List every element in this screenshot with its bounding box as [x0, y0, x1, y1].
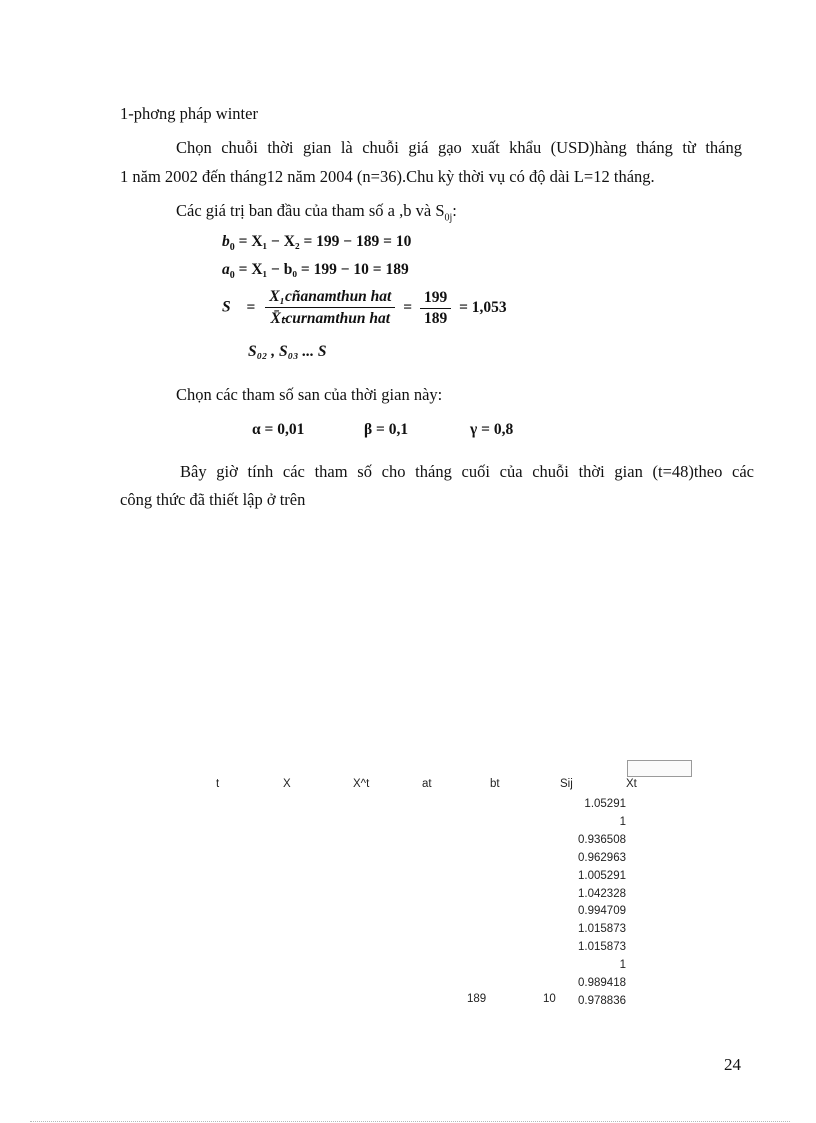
col-header-t: t — [216, 778, 220, 790]
formula-a0: $a_0 = X_1 - b_0 = 199 - 10 = 189$ — [222, 261, 409, 282]
col-header-xt: Xt — [626, 778, 637, 790]
formula-b0: $b_0 = X_1 - X_2 = 199 - 189 = 10$ — [222, 233, 412, 254]
page-number: 24 — [724, 1055, 741, 1074]
section-heading: 1-phơng pháp winter — [120, 104, 258, 123]
table-row: 1.015873 — [578, 941, 626, 954]
fraction-months: $\frac{\text{X₁cñanamthun hat}}{\text{X̄ₜcurnamthun hat}}$ — [265, 288, 395, 328]
table-row: 1.015873 — [578, 923, 626, 936]
table-row: 1.042328 — [578, 887, 626, 900]
initial-values-label: Các giá trị ban đầu của tham số a ,b và $S_{0j}$: — [176, 201, 457, 224]
last-row-bt: 10 — [543, 993, 556, 1005]
table-row: 0.962963 — [578, 851, 626, 864]
table-row: 1 — [619, 959, 626, 972]
table-row: 1 — [619, 815, 626, 828]
col-header-bt: bt — [490, 778, 500, 790]
table-row: 0.989418 — [578, 977, 626, 990]
col-header-at: at — [422, 778, 432, 790]
table-row: 1.05291 — [584, 798, 626, 810]
params-label: Chọn các tham số san của thời gian này: — [176, 385, 443, 404]
intro-line-2: 1 năm 2002 đến tháng12 năm 2004 (n=36).Chu kỳ thời vụ có độ dài L=12 tháng. — [120, 167, 655, 186]
sij-column — [540, 796, 626, 1011]
table-row: 0.936508 — [578, 833, 626, 846]
param-beta: β = 0,1 — [364, 421, 409, 438]
intro-line-1: Chọn chuỗi thời gian là chuỗi giá gạo xuất khẩu (USD)hàng tháng từ tháng — [176, 138, 742, 157]
footer-divider — [30, 1121, 790, 1122]
col-header-sij: Sij — [560, 778, 573, 790]
compute-line-2: công thức đã thiết lập ở trên — [120, 490, 306, 509]
col-header-xt-hat: X^t — [353, 778, 370, 790]
param-alpha: α = 0,01 — [252, 421, 305, 438]
table-row: 1.005291 — [578, 869, 626, 882]
selected-cell — [627, 760, 692, 777]
formula-s-sequence: S₀₂ , S₀₃ ... S — [248, 343, 327, 360]
fraction-values: $\frac{199}{189}$ — [420, 289, 451, 328]
col-header-x: X — [283, 778, 291, 790]
compute-line-1: Bây giờ tính các tham số cho tháng cuối của chuỗi thời gian (t=48)theo các — [180, 462, 754, 481]
table-row: 0.978836 — [578, 994, 626, 1007]
formula-s: S = $\frac{\text{X₁cñanamthun hat}}{\text{X̄ₜcurnamthun hat}}$ = $\frac{199}{189}$ = 1,053 — [222, 288, 507, 327]
param-gamma: γ = 0,8 — [470, 421, 514, 438]
last-row-at: 189 — [467, 993, 487, 1005]
table-row: 0.994709 — [578, 905, 626, 918]
